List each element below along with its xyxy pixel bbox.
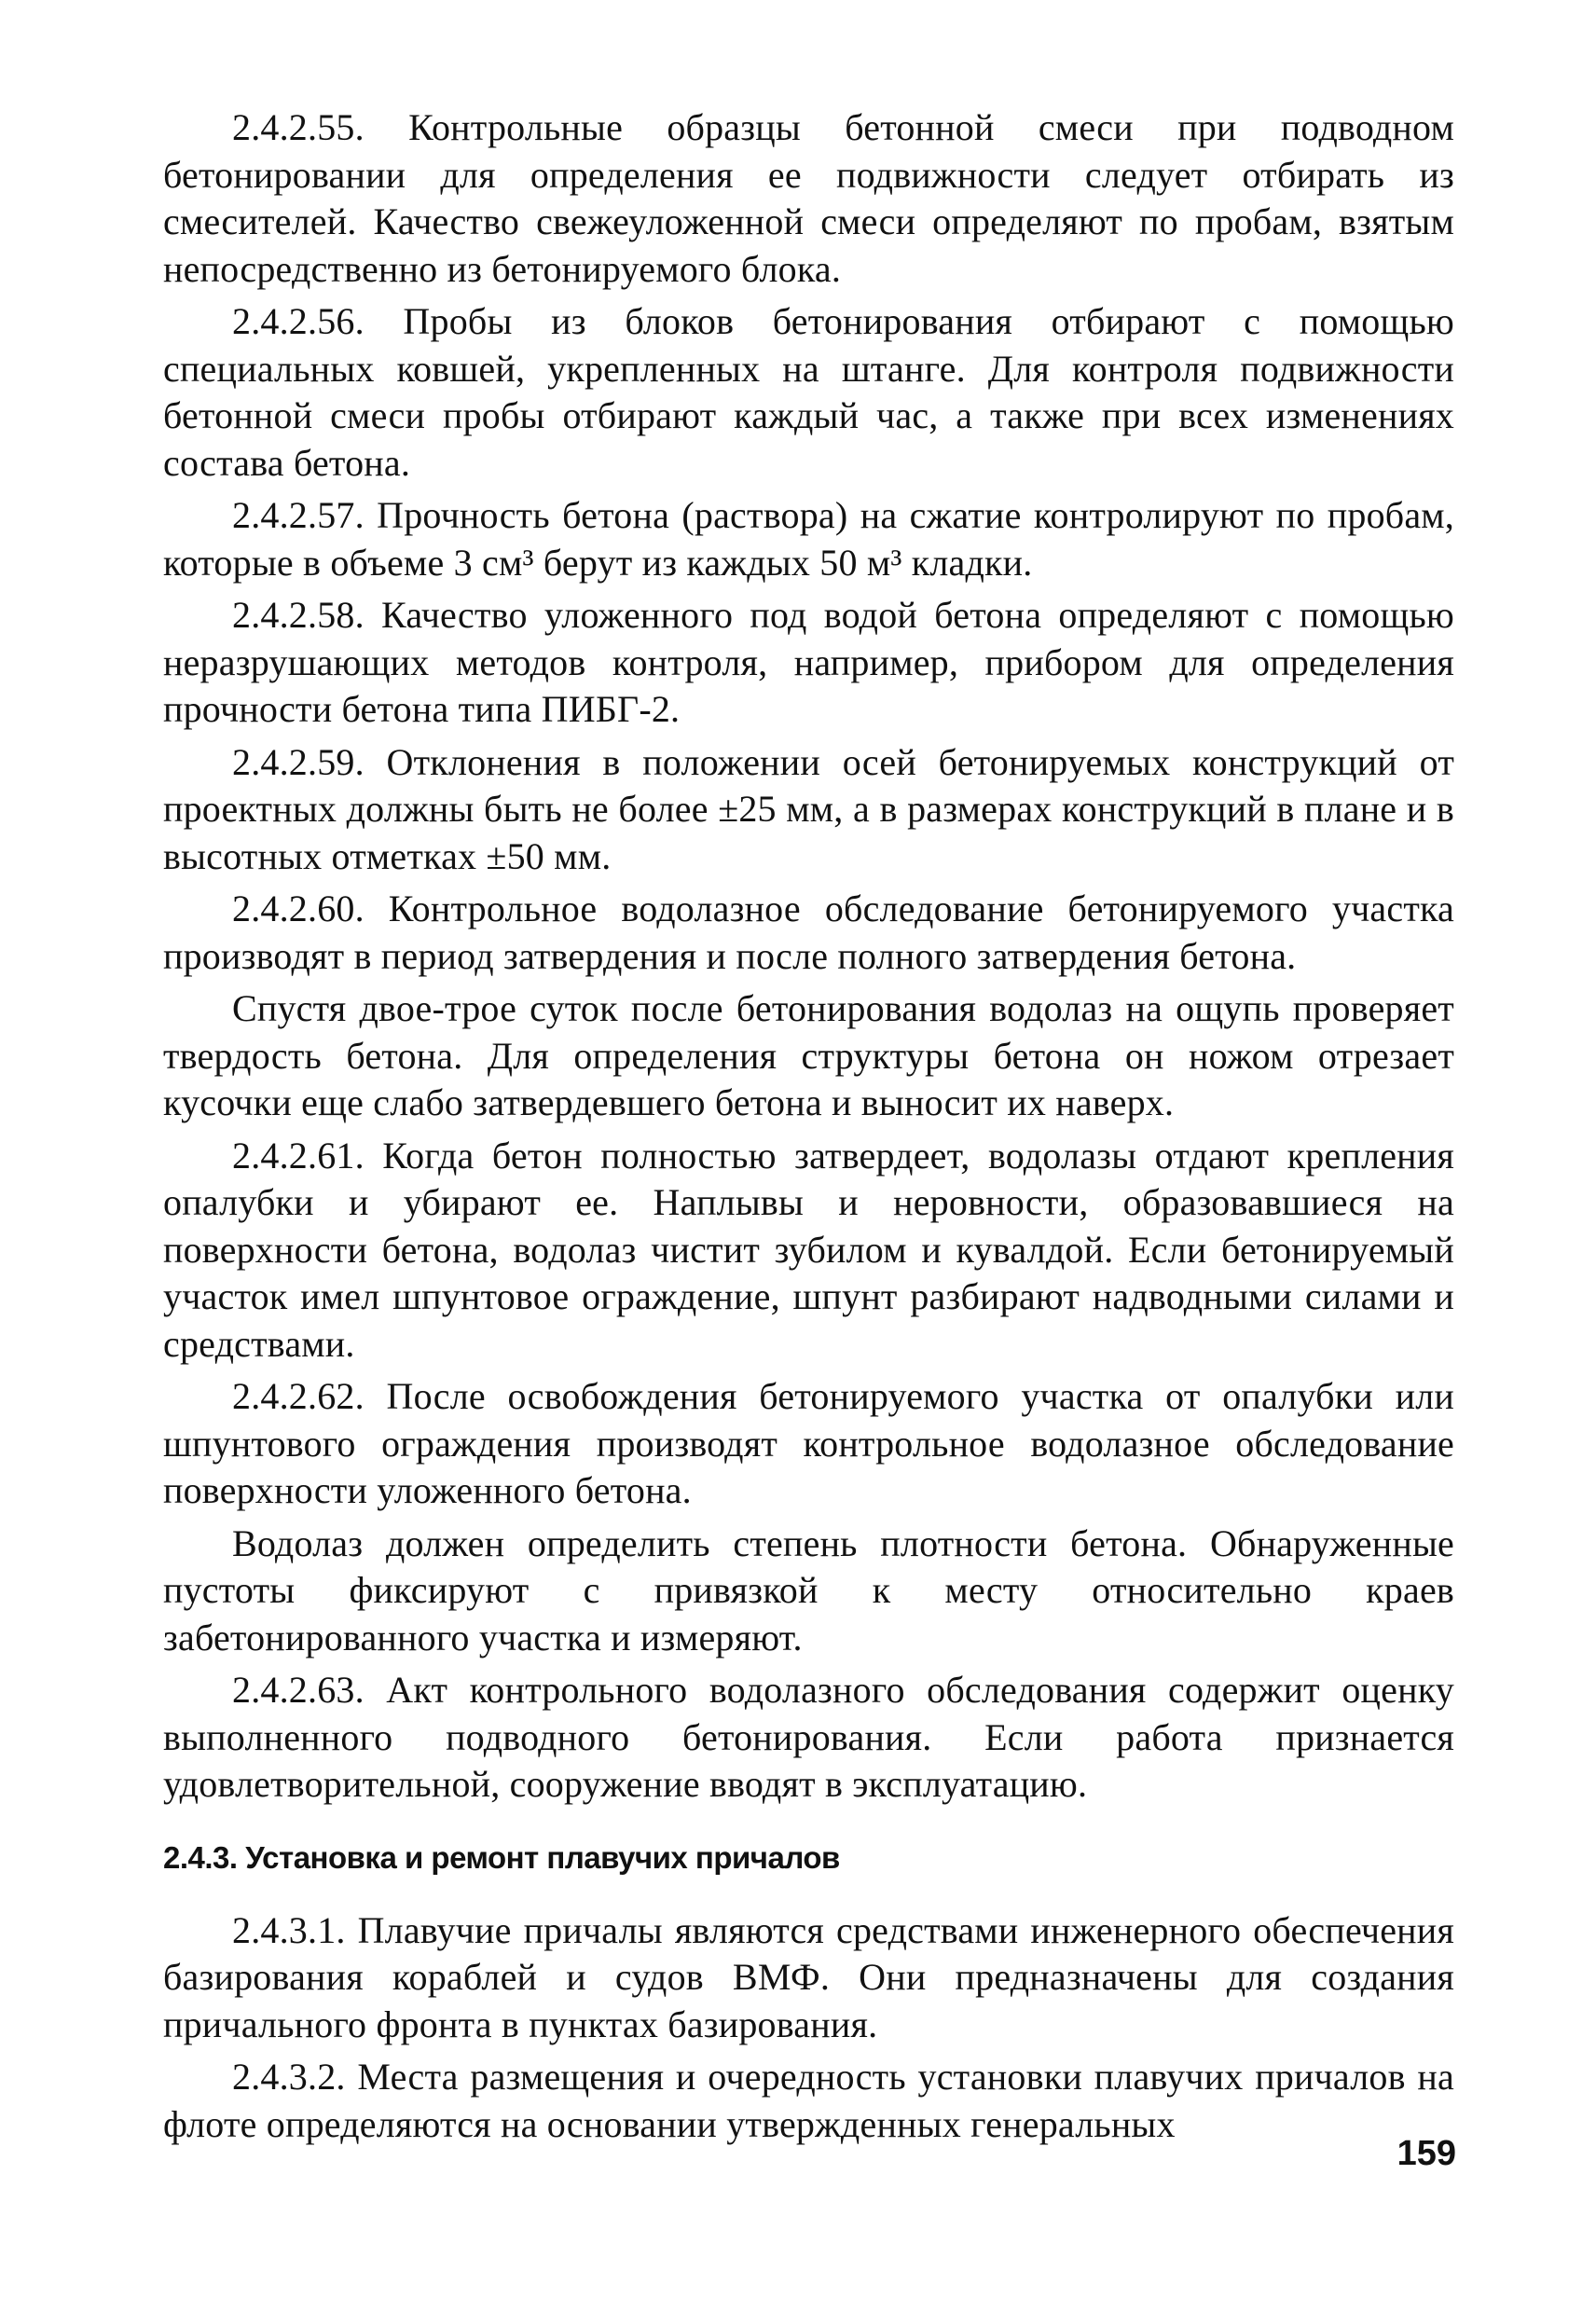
page-number: 159 xyxy=(1396,2134,1456,2173)
page-body xyxy=(163,104,1454,2148)
paragraph-2-4-2-59: 2.4.2.59. Отклонения в положении осей бетонируемых конструкций от проектных должны быть не более ±25 мм, а в размерах конструкций в плане и в высотных отметках ±50 мм. xyxy=(163,740,1454,877)
paragraph-2-4-2-57: 2.4.2.57. Прочность бетона (раствора) на сжатие контролируют по пробам, которые в объеме 3 см³ берут из каждых 50 м³ кладки. xyxy=(163,494,1454,584)
section-heading: 2.4.3. Установка и ремонт плавучих причалов xyxy=(163,1839,840,1875)
paragraph-2-4-2-55: 2.4.2.55. Контрольные образцы бетонной смеси при подводном бетонировании для определения ее подвижности следует отбирать из смесителей. Качество свежеуложенной смеси определяют по пробам, взятым непосредственно из бетонируемого блока. xyxy=(163,106,1454,290)
paragraph-2-4-2-60: 2.4.2.60. Контрольное водолазное обследование бетонируемого участка производят в период затвердения и после полного затвердения бетона. xyxy=(163,888,1454,977)
paragraph-2-4-2-62: 2.4.2.62. После освобождения бетонируемого участка от опалубки или шпунтового ограждения производят контрольное водолазное обследование поверхности уложенного бетона. xyxy=(163,1375,1454,1511)
paragraph-density-check: Водолаз должен определить степень плотности бетона. Обнаруженные пустоты фиксируют с привязкой к месту относительно краев забетонированного участка и измеряют. xyxy=(163,1521,1454,1658)
paragraph-2-4-2-58: 2.4.2.58. Качество уложенного под водой бетона определяют с помощью неразрушающих методов контроля, например, прибором для определения прочности бетона типа ПИБГ-2. xyxy=(163,594,1454,730)
paragraph-2-4-3-2: 2.4.3.2. Места размещения и очередность установки плавучих причалов на флоте определяются на основании утвержденных генеральных xyxy=(163,2056,1454,2145)
paragraph-2-4-2-56: 2.4.2.56. Пробы из блоков бетонирования отбирают с помощью специальных ковшей, укрепленных на штанге. Для контроля подвижности бетонной смеси пробы отбирают каждый час, а также при всех изменениях состава бетона. xyxy=(163,300,1454,484)
paragraph-2-4-2-63: 2.4.2.63. Акт контрольного водолазного обследования содержит оценку выполненного подводного бетонирования. Если работа признается удовлетворительной, сооружение вводят в эксплуатацию. xyxy=(163,1669,1454,1805)
paragraph-2-4-3-1: 2.4.3.1. Плавучие причалы являются средствами инженерного обеспечения базирования кораблей и судов ВМФ. Они предназначены для создания причального фронта в пунктах базирования. xyxy=(163,1908,1454,2045)
paragraph-2-4-2-61: 2.4.2.61. Когда бетон полностью затвердеет, водолазы отдают крепления опалубки и убирают ее. Наплывы и неровности, образовавшиеся на поверхности бетона, водолаз чистит зубилом и кувалдой. Если бетонируемый участок имел шпунтовое ограждение, шпунт разбирают надводными силами и средствами. xyxy=(163,1134,1454,1365)
paragraph-diver-inspection: Спустя двое-трое суток после бетонирования водолаз на ощупь проверяет твердость бетона. Для определения структуры бетона он ножом отрезает кусочки еще слабо затвердевшего бетона и выносит их наверх. xyxy=(163,987,1454,1123)
